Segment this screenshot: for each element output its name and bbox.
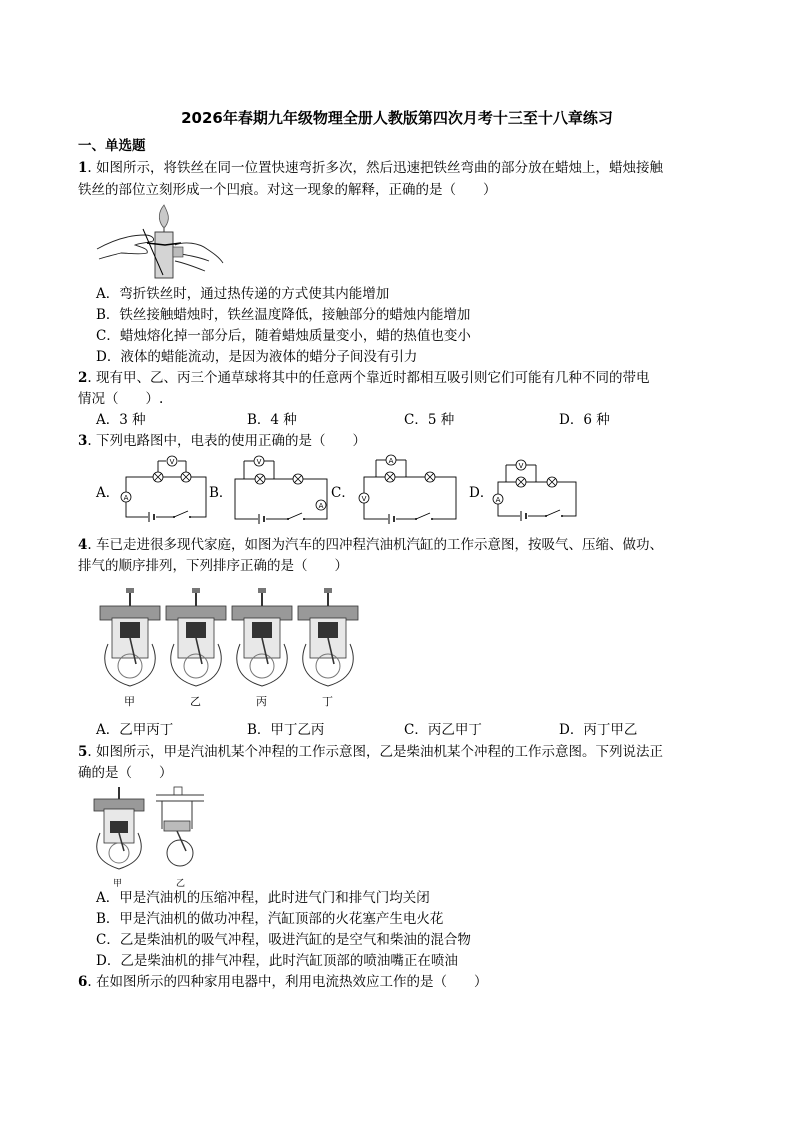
q3-circuit-c — [352, 452, 462, 526]
q3-circuit-d — [490, 455, 580, 521]
q2-stem-line2: 情况（ ）. — [78, 391, 164, 407]
q1-stem-line2: 铁丝的部位立刻形成一个凹痕。对这一现象的解释，正确的是（ ） — [78, 182, 497, 198]
q5-text: . 如图所示，甲是汽油机某个冲程的工作示意图，乙是柴油机某个冲程的工作示意图。下列说法正 — [87, 744, 663, 760]
q6-stem — [78, 972, 488, 992]
q5-figure-yi-engine — [152, 785, 208, 875]
q5-option-a[interactable]: A．甲是汽油机的压缩冲程，此时进气门和排气门均关闭 — [96, 890, 430, 906]
q6-text: . 在如图所示的四种家用电器中，利用电流热效应工作的是（ ） — [87, 974, 488, 990]
q3-label-d[interactable]: D． — [469, 485, 494, 501]
q5-option-b[interactable]: B．甲是汽油机的做功冲程，汽缸顶部的火花塞产生电火花 — [96, 911, 444, 927]
q4-stem-line2: 排气的顺序排列，下列排序正确的是（ ） — [78, 558, 348, 574]
q2-option-a[interactable]: A．3 种 — [96, 412, 146, 428]
q4-caption-jia: 甲 — [124, 695, 135, 708]
q1-option-b[interactable]: B．铁丝接触蜡烛时，铁丝温度降低，接触部分的蜡烛内能增加 — [96, 307, 471, 323]
voltmeter-label: V — [169, 458, 175, 466]
voltmeter-label: V — [256, 458, 262, 466]
q3-label-c[interactable]: C． — [331, 485, 355, 501]
q3-label-a[interactable]: A． — [96, 485, 120, 501]
q3-label-b[interactable]: B． — [209, 485, 233, 501]
section-heading: 一、单选题 — [78, 138, 146, 154]
q4-caption-ding: 丁 — [322, 695, 333, 708]
q5-caption-yi: 乙 — [176, 879, 186, 889]
q1-option-a[interactable]: A．弯折铁丝时，通过热传递的方式使其内能增加 — [96, 286, 390, 302]
q4-number: 4 — [78, 537, 88, 553]
q4-option-c[interactable]: C．丙乙甲丁 — [404, 722, 482, 738]
q5-option-d[interactable]: D．乙是柴油机的排气冲程，此时汽缸顶部的喷油嘴正在喷油 — [96, 953, 458, 969]
q1-option-d[interactable]: D．液体的蜡能流动，是因为液体的蜡分子间没有引力 — [96, 349, 418, 365]
q2-text: . 现有甲、乙、丙三个通草球将其中的任意两个靠近时都相互吸引则它们可能有几种不同的带电 — [87, 370, 650, 386]
ammeter-label: A — [495, 496, 501, 504]
ammeter-label: A — [318, 502, 324, 510]
q3-circuit-b — [232, 455, 332, 523]
q1-stem-line1 — [78, 158, 663, 178]
q4-figure-engines — [96, 588, 358, 690]
q4-caption-yi: 乙 — [190, 695, 201, 708]
q4-option-b[interactable]: B．甲丁乙丙 — [247, 722, 325, 738]
ammeter-label: A — [388, 457, 394, 465]
q1-text: . 如图所示，将铁丝在同一位置快速弯折多次，然后迅速把铁丝弯曲的部分放在蜡烛上，蜡烛接触 — [87, 160, 663, 176]
q4-text: . 车已走进很多现代家庭，如图为汽车的四冲程汽油机汽缸的工作示意图，按吸气、压缩、做功、 — [87, 537, 663, 553]
page-title: 2026年春期九年级物理全册人教版第四次月考十三至十八章练习 — [181, 109, 613, 127]
q1-figure-candle-wire — [95, 205, 225, 280]
q5-figure-jia-engine — [90, 785, 148, 875]
q6-number: 6 — [78, 974, 88, 990]
q3-stem — [78, 431, 366, 451]
q2-option-d[interactable]: D．6 种 — [559, 412, 610, 428]
voltmeter-label: V — [518, 462, 524, 470]
q2-number: 2 — [78, 370, 88, 386]
q4-caption-bing: 丙 — [256, 695, 267, 708]
q5-stem-line1 — [78, 742, 663, 762]
q2-option-b[interactable]: B．4 种 — [247, 412, 297, 428]
q1-number: 1 — [78, 160, 88, 176]
ammeter-label: A — [123, 494, 129, 502]
q3-text: . 下列电路图中，电表的使用正确的是（ ） — [87, 433, 366, 449]
q4-option-d[interactable]: D．丙丁甲乙 — [559, 722, 638, 738]
q3-number: 3 — [78, 433, 88, 449]
q5-stem-line2: 确的是（ ） — [78, 765, 173, 781]
q5-caption-jia: 甲 — [113, 879, 123, 889]
q5-option-c[interactable]: C．乙是柴油机的吸气冲程，吸进汽缸的是空气和柴油的混合物 — [96, 932, 471, 948]
voltmeter-label: V — [361, 495, 367, 503]
q5-number: 5 — [78, 744, 88, 760]
q4-option-a[interactable]: A．乙甲丙丁 — [96, 722, 174, 738]
q1-option-c[interactable]: C．蜡烛熔化掉一部分后，随着蜡烛质量变小，蜡的热值也变小 — [96, 328, 471, 344]
q2-option-c[interactable]: C．5 种 — [404, 412, 455, 428]
q3-circuit-a — [118, 455, 210, 521]
q2-stem-line1 — [78, 368, 650, 388]
q4-stem-line1 — [78, 535, 663, 555]
